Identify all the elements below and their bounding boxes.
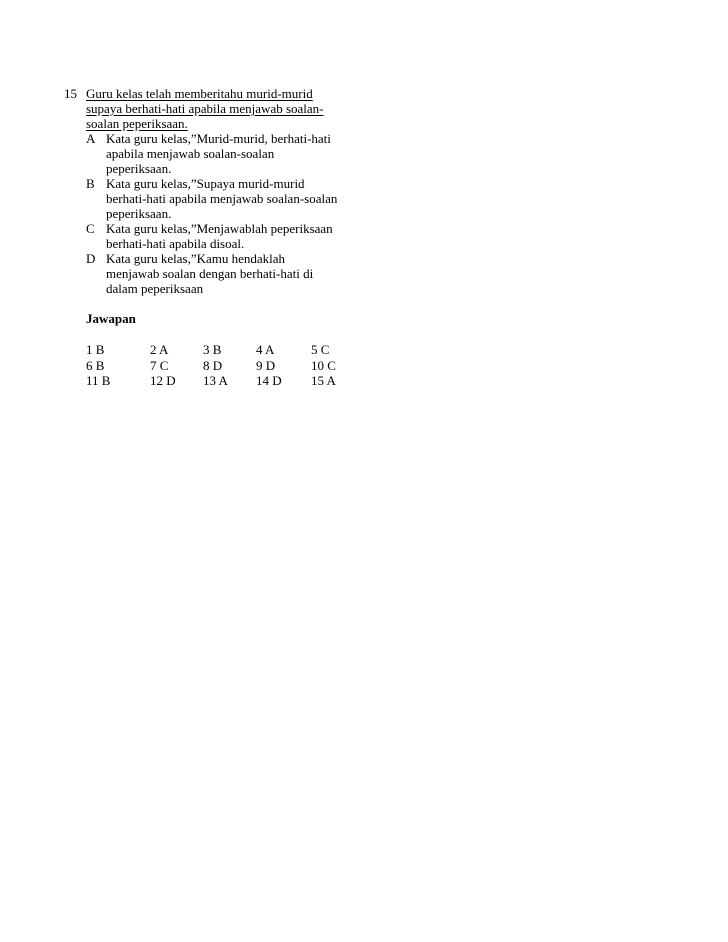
option-a: [86, 131, 364, 176]
option-line: Kata guru kelas,”Murid-murid, berhati-hati: [106, 131, 331, 146]
answer-cell: 4 A: [256, 342, 275, 357]
answer-options: [86, 131, 364, 296]
option-line: Kata guru kelas,”Menjawablah peperiksaan: [106, 221, 333, 236]
answer-cell: 5 C: [311, 342, 330, 357]
answer-cell: 8 D: [203, 357, 223, 373]
option-d: [86, 251, 364, 296]
question-stem: [86, 86, 356, 131]
option-line: menjawab soalan dengan berhati-hati di: [106, 266, 314, 281]
option-line: peperiksaan.: [106, 206, 172, 221]
answer-row: [86, 342, 351, 358]
option-text: [106, 176, 337, 221]
answer-cell: 6 B: [86, 357, 105, 373]
answer-cell: 12 D: [150, 373, 176, 388]
option-letter: B: [86, 176, 95, 191]
question-header: [64, 86, 364, 131]
option-line: peperiksaan.: [106, 161, 172, 176]
stem-line: Guru kelas telah memberitahu murid-murid: [86, 86, 313, 101]
answer-cell: 11 B: [86, 373, 111, 388]
option-line: berhati-hati apabila disoal.: [106, 236, 245, 251]
option-b: [86, 176, 364, 221]
option-text: [106, 131, 331, 176]
answer-cell: 9 D: [256, 357, 276, 373]
answer-key-title: Jawapan: [86, 311, 136, 326]
answer-cell: 3 B: [203, 342, 222, 357]
answer-key: [86, 311, 351, 389]
option-letter: D: [86, 251, 96, 266]
option-line: apabila menjawab soalan-soalan: [106, 146, 275, 161]
answer-cell: 14 D: [256, 373, 282, 388]
option-c: [86, 221, 364, 251]
question-15: [64, 86, 364, 296]
option-text: [106, 251, 313, 296]
option-letter: C: [86, 221, 95, 236]
answer-cell: 13 A: [203, 373, 228, 388]
stem-line: soalan peperiksaan.: [86, 116, 188, 131]
option-letter: A: [86, 131, 96, 146]
answer-cell: 7 C: [150, 357, 169, 373]
option-line: Kata guru kelas,”Supaya murid-murid: [106, 176, 305, 191]
answer-cell: 10 C: [311, 357, 336, 373]
answer-row: [86, 358, 351, 374]
answer-cell: 2 A: [150, 342, 169, 357]
option-line: Kata guru kelas,”Kamu hendaklah: [106, 251, 286, 266]
answer-cell: 1 B: [86, 342, 105, 357]
option-line: berhati-hati apabila menjawab soalan-soalan: [106, 191, 338, 206]
option-line: dalam peperiksaan: [106, 281, 204, 296]
answer-row: [86, 373, 351, 389]
answer-cell: 15 A: [311, 373, 336, 388]
stem-line: supaya berhati-hati apabila menjawab soalan-: [86, 101, 324, 116]
option-text: [106, 221, 333, 251]
question-number: 15: [64, 86, 77, 101]
